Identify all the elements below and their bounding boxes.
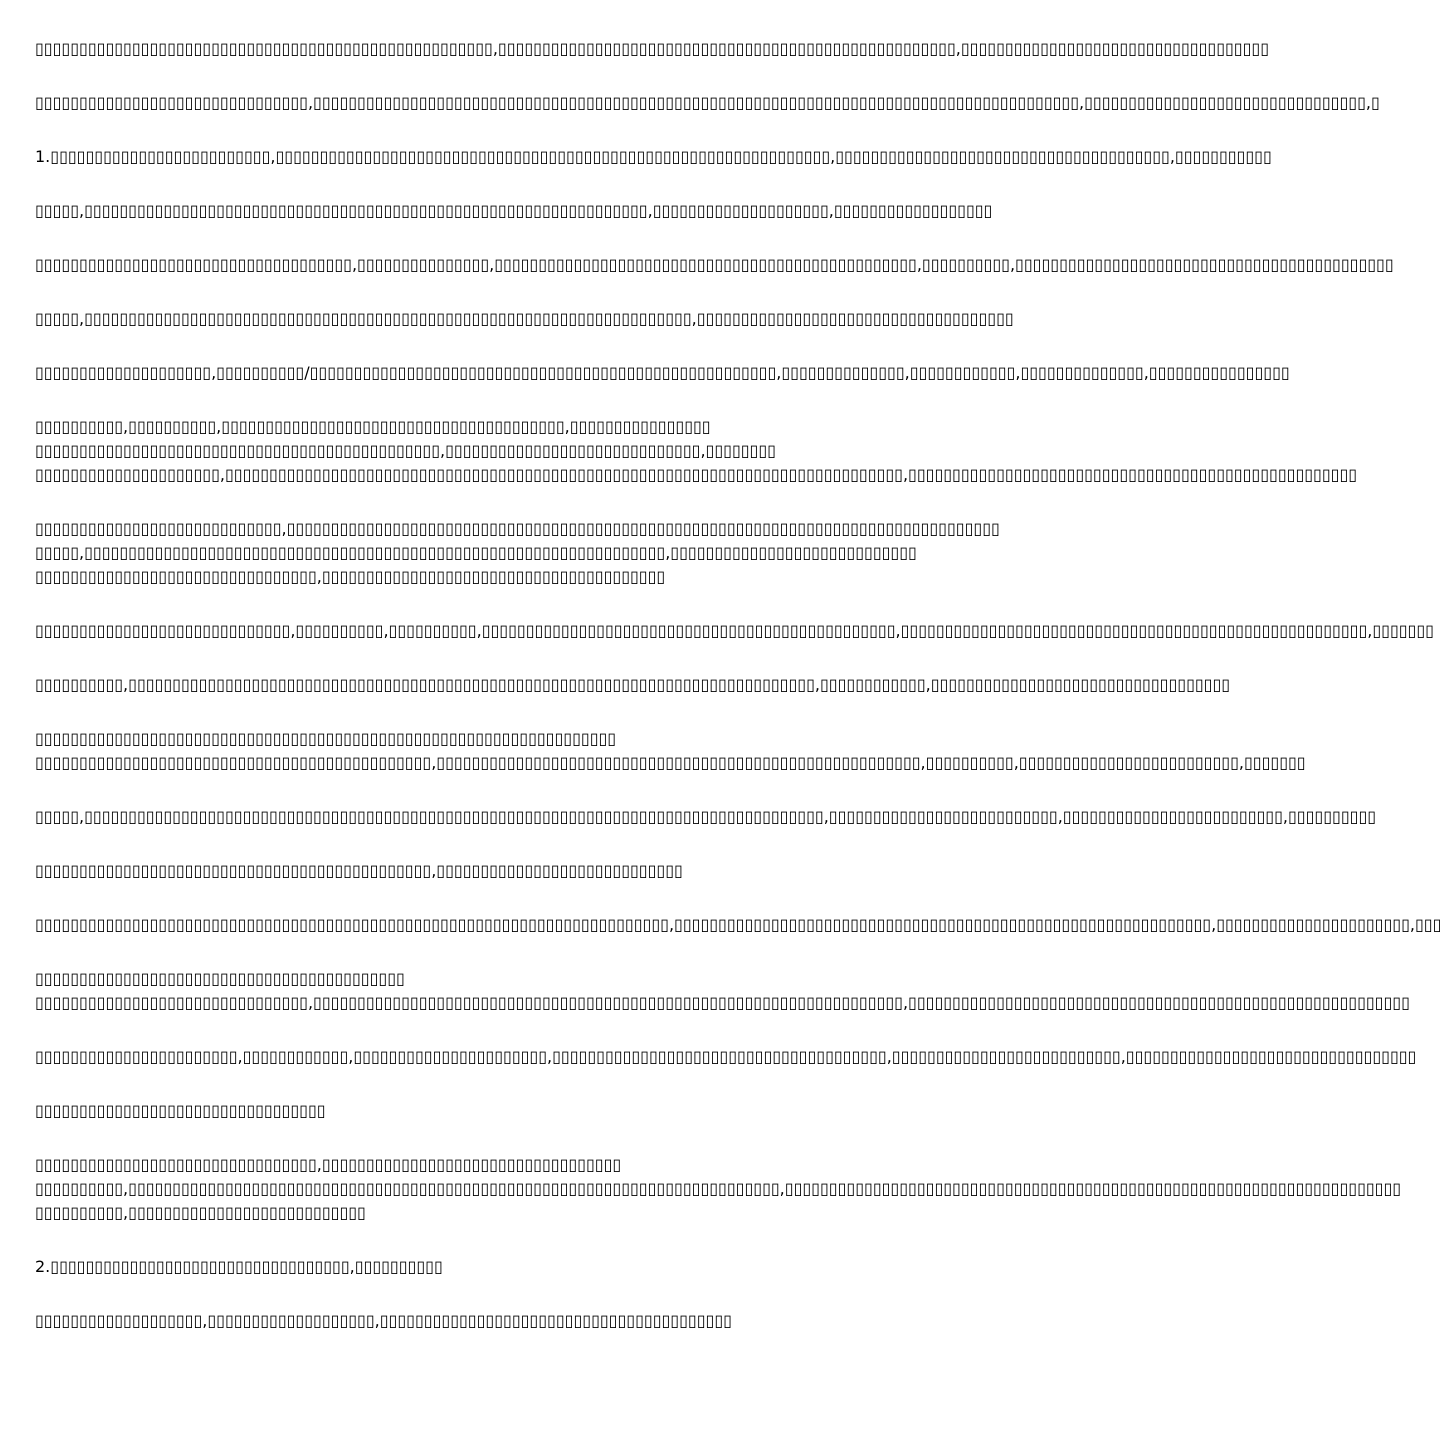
paragraph-gap [35, 697, 990, 727]
paragraph-gap [35, 1069, 990, 1099]
paragraph-gap [35, 829, 990, 859]
text-line: ▯▯▯▯▯▯▯▯▯▯▯▯▯▯▯▯▯▯▯▯▯▯▯▯▯▯▯▯▯▯▯▯▯▯▯▯▯▯▯▯▯▯▯▯▯,▯▯▯▯▯▯▯▯▯▯▯▯▯▯▯▯▯▯▯▯▯▯▯▯▯▯▯▯ [35, 861, 683, 880]
text-line: ▯▯▯▯▯▯▯▯▯▯▯▯▯▯▯▯▯▯▯▯▯▯▯,▯▯▯▯▯▯▯▯▯▯▯▯,▯▯▯▯▯▯▯▯▯▯▯▯▯▯▯▯▯▯▯▯▯▯,▯▯▯▯▯▯▯▯▯▯▯▯▯▯▯▯▯▯▯▯▯▯▯▯▯▯▯▯▯▯▯▯▯▯▯▯▯▯,▯▯▯▯▯▯▯▯▯▯▯▯▯▯▯▯▯▯▯▯▯▯▯▯▯▯,▯▯▯▯▯▯▯▯▯▯▯▯▯▯▯▯▯▯▯▯▯▯▯▯▯▯▯▯▯▯▯▯▯ [35, 1047, 1417, 1066]
text-line: ▯▯▯▯▯,▯▯▯▯▯▯▯▯▯▯▯▯▯▯▯▯▯▯▯▯▯▯▯▯▯▯▯▯▯▯▯▯▯▯▯▯▯▯▯▯▯▯▯▯▯▯▯▯▯▯▯▯▯▯▯▯▯▯▯▯▯▯▯▯,▯▯▯▯▯▯▯▯▯▯▯▯▯▯▯▯▯▯▯▯,▯▯▯▯▯▯▯▯▯▯▯▯▯▯▯▯▯▯ [35, 201, 993, 220]
paragraph [35, 517, 1000, 589]
paragraph [35, 1255, 990, 1279]
paragraph [35, 253, 1394, 277]
paragraph [35, 913, 1441, 937]
text-line: ▯▯▯▯▯▯▯▯▯▯,▯▯▯▯▯▯▯▯▯▯▯▯▯▯▯▯▯▯▯▯▯▯▯▯▯▯▯▯▯▯▯▯▯▯▯▯▯▯▯▯▯▯▯▯▯▯▯▯▯▯▯▯▯▯▯▯▯▯▯▯▯▯▯▯▯▯▯▯▯▯▯▯▯▯▯▯▯▯,▯▯▯▯▯▯▯▯▯▯▯▯,▯▯▯▯▯▯▯▯▯▯▯▯▯▯▯▯▯▯▯▯▯▯▯▯▯▯▯▯▯▯▯▯▯▯ [35, 675, 1231, 694]
text-line: ▯▯▯▯▯,▯▯▯▯▯▯▯▯▯▯▯▯▯▯▯▯▯▯▯▯▯▯▯▯▯▯▯▯▯▯▯▯▯▯▯▯▯▯▯▯▯▯▯▯▯▯▯▯▯▯▯▯▯▯▯▯▯▯▯▯▯▯▯▯▯▯,▯▯▯▯▯▯▯▯▯▯▯▯▯▯▯▯▯▯▯▯▯▯▯▯▯▯▯▯ [35, 543, 917, 562]
paragraph-gap [35, 937, 990, 967]
text-line: 2.▯▯▯▯▯▯▯▯▯▯▯▯▯▯▯▯▯▯▯▯▯▯▯▯▯▯▯▯▯▯▯▯▯▯,▯▯▯▯▯▯▯▯▯▯ [35, 1257, 443, 1276]
text-line: ▯▯▯▯▯▯▯▯▯▯▯▯▯▯▯▯▯▯▯▯▯▯▯▯▯▯▯▯▯▯▯▯▯▯▯▯▯▯▯▯▯▯▯▯▯▯▯▯▯▯▯▯,▯▯▯▯▯▯▯▯▯▯▯▯▯▯▯▯▯▯▯▯▯▯▯▯▯▯▯▯▯▯▯▯▯▯▯▯▯▯▯▯▯▯▯▯▯▯▯▯▯▯▯▯,▯▯▯▯▯▯▯▯▯▯▯▯▯▯▯▯▯▯▯▯▯▯▯▯▯▯▯▯▯▯▯▯▯▯▯ [35, 39, 1270, 58]
paragraph [35, 361, 1290, 385]
text-line: ▯▯▯▯▯▯▯▯▯▯▯▯▯▯▯▯▯▯▯▯,▯▯▯▯▯▯▯▯▯▯/▯▯▯▯▯▯▯▯▯▯▯▯▯▯▯▯▯▯▯▯▯▯▯▯▯▯▯▯▯▯▯▯▯▯▯▯▯▯▯▯▯▯▯▯▯▯▯▯▯▯▯▯▯,▯▯▯▯▯▯▯▯▯▯▯▯▯▯,▯▯▯▯▯▯▯▯▯▯▯▯,▯▯▯▯▯▯▯▯▯▯▯▯▯▯,▯▯▯▯▯▯▯▯▯▯▯▯▯▯▯▯ [35, 363, 1290, 382]
text-line: ▯▯▯▯▯▯▯▯▯▯,▯▯▯▯▯▯▯▯▯▯▯▯▯▯▯▯▯▯▯▯▯▯▯▯▯▯▯ [35, 1203, 366, 1222]
paragraph [35, 1153, 1402, 1225]
paragraph [35, 805, 1377, 829]
paragraph [35, 307, 1014, 331]
paragraph-gap [35, 589, 990, 619]
text-line: ▯▯▯▯▯▯▯▯▯▯▯▯▯▯▯▯▯▯▯▯▯▯▯▯▯▯▯▯,▯▯▯▯▯▯▯▯▯▯▯▯▯▯▯▯▯▯▯▯▯▯▯▯▯▯▯▯▯▯▯▯▯▯▯▯▯▯▯▯▯▯▯▯▯▯▯▯▯▯▯▯▯▯▯▯▯▯▯▯▯▯▯▯▯▯▯▯▯▯▯▯▯▯▯▯▯▯▯▯▯ [35, 519, 1000, 538]
paragraph-gap [35, 277, 990, 307]
paragraph-gap [35, 385, 990, 415]
paragraph-gap [35, 643, 990, 673]
paragraph [35, 1309, 990, 1333]
text-line: ▯▯▯▯▯,▯▯▯▯▯▯▯▯▯▯▯▯▯▯▯▯▯▯▯▯▯▯▯▯▯▯▯▯▯▯▯▯▯▯▯▯▯▯▯▯▯▯▯▯▯▯▯▯▯▯▯▯▯▯▯▯▯▯▯▯▯▯▯▯▯▯▯▯▯▯▯▯▯▯▯▯▯▯▯▯▯▯▯▯,▯▯▯▯▯▯▯▯▯▯▯▯▯▯▯▯▯▯▯▯▯▯▯▯▯▯,▯▯▯▯▯▯▯▯▯▯▯▯▯▯▯▯▯▯▯▯▯▯▯▯▯,▯▯▯▯▯▯▯▯▯▯ [35, 807, 1377, 826]
text-line: ▯▯▯▯▯▯▯▯▯▯▯▯▯▯▯▯▯▯▯▯▯▯▯▯▯▯▯▯▯▯▯,▯▯▯▯▯▯▯▯▯▯▯▯▯▯▯▯▯▯▯▯▯▯▯▯▯▯▯▯▯▯▯▯▯▯▯▯▯▯▯▯▯▯▯▯▯▯▯▯▯▯▯▯▯▯▯▯▯▯▯▯▯▯▯▯▯▯▯,▯▯▯▯▯▯▯▯▯▯▯▯▯▯▯▯▯▯▯▯▯▯▯▯▯▯▯▯▯▯▯▯▯▯▯▯▯▯▯▯▯▯▯▯▯▯▯▯▯▯▯▯▯▯▯▯▯ [35, 993, 1410, 1012]
paragraph-gap [35, 1015, 990, 1045]
paragraph-gap [35, 169, 990, 199]
text-line: ▯▯▯▯▯▯▯▯▯▯▯▯▯▯▯▯▯▯▯▯▯▯▯▯▯▯▯▯▯▯▯▯▯ [35, 1101, 326, 1120]
paragraph [35, 1099, 990, 1123]
text-line: ▯▯▯▯▯▯▯▯▯▯,▯▯▯▯▯▯▯▯▯▯,▯▯▯▯▯▯▯▯▯▯▯▯▯▯▯▯▯▯▯▯▯▯▯▯▯▯▯▯▯▯▯▯▯▯▯▯▯▯▯,▯▯▯▯▯▯▯▯▯▯▯▯▯▯▯▯ [35, 417, 711, 436]
text-line: ▯▯▯▯▯▯▯▯▯▯▯▯▯▯▯▯▯▯▯▯▯▯▯▯▯▯▯▯▯▯▯▯▯▯▯▯▯▯▯▯▯▯▯▯▯,▯▯▯▯▯▯▯▯▯▯▯▯▯▯▯▯▯▯▯▯▯▯▯▯▯▯▯▯▯▯▯▯▯▯▯▯▯▯▯▯▯▯▯▯▯▯▯▯▯▯▯▯▯▯▯,▯▯▯▯▯▯▯▯▯▯,▯▯▯▯▯▯▯▯▯▯▯▯▯▯▯▯▯▯▯▯▯▯▯▯▯,▯▯▯▯▯▯▯ [35, 753, 1306, 772]
text-line: ▯▯▯▯▯▯▯▯▯▯▯▯▯▯▯▯▯▯▯▯▯▯▯▯▯▯▯▯▯▯▯▯▯▯▯▯▯▯▯▯▯▯▯▯▯▯▯▯▯▯▯▯▯▯▯▯▯▯▯▯▯▯▯▯▯▯▯▯▯▯▯▯,▯▯▯▯▯▯▯▯▯▯▯▯▯▯▯▯▯▯▯▯▯▯▯▯▯▯▯▯▯▯▯▯▯▯▯▯▯▯▯▯▯▯▯▯▯▯▯▯▯▯▯▯▯▯▯▯▯▯▯▯▯,▯▯▯▯▯▯▯▯▯▯▯▯▯▯▯▯▯▯▯▯▯▯,▯▯▯ [35, 915, 1441, 934]
text-line: ▯▯▯▯▯,▯▯▯▯▯▯▯▯▯▯▯▯▯▯▯▯▯▯▯▯▯▯▯▯▯▯▯▯▯▯▯▯▯▯▯▯▯▯▯▯▯▯▯▯▯▯▯▯▯▯▯▯▯▯▯▯▯▯▯▯▯▯▯▯▯▯▯▯▯,▯▯▯▯▯▯▯▯▯▯▯▯▯▯▯▯▯▯▯▯▯▯▯▯▯▯▯▯▯▯▯▯▯▯▯▯ [35, 309, 1014, 328]
paragraph [35, 91, 1380, 115]
paragraph-gap [35, 331, 990, 361]
paragraph-gap [35, 775, 990, 805]
document-page [35, 37, 1441, 1427]
paragraph-gap [35, 61, 990, 91]
paragraph [35, 859, 990, 883]
paragraph-gap [35, 883, 990, 913]
text-line: 1.▯▯▯▯▯▯▯▯▯▯▯▯▯▯▯▯▯▯▯▯▯▯▯▯▯,▯▯▯▯▯▯▯▯▯▯▯▯▯▯▯▯▯▯▯▯▯▯▯▯▯▯▯▯▯▯▯▯▯▯▯▯▯▯▯▯▯▯▯▯▯▯▯▯▯▯▯▯▯▯▯▯▯▯▯▯▯▯▯,▯▯▯▯▯▯▯▯▯▯▯▯▯▯▯▯▯▯▯▯▯▯▯▯▯▯▯▯▯▯▯▯▯▯▯▯▯▯,▯▯▯▯▯▯▯▯▯▯▯ [35, 147, 1272, 166]
text-line: ▯▯▯▯▯▯▯▯▯▯▯▯▯▯▯▯▯▯▯▯▯▯▯▯▯▯▯▯▯▯▯▯▯▯▯▯▯▯▯▯▯▯▯▯▯▯▯▯▯▯▯▯▯▯▯▯▯▯▯▯▯▯▯▯▯▯ [35, 729, 617, 748]
paragraph [35, 199, 993, 223]
paragraph-gap [35, 487, 990, 517]
text-line: ▯▯▯▯▯▯▯▯▯▯▯▯▯▯▯▯▯▯▯▯▯▯▯▯▯▯▯▯▯▯▯▯,▯▯▯▯▯▯▯▯▯▯▯▯▯▯▯▯▯▯▯▯▯▯▯▯▯▯▯▯▯▯▯▯▯▯ [35, 1155, 622, 1174]
paragraph [35, 673, 1231, 697]
text-line: ▯▯▯▯▯▯▯▯▯▯▯▯▯▯▯▯▯▯▯▯▯,▯▯▯▯▯▯▯▯▯▯▯▯▯▯▯▯▯▯▯▯▯▯▯▯▯▯▯▯▯▯▯▯▯▯▯▯▯▯▯▯▯▯▯▯▯▯▯▯▯▯▯▯▯▯▯▯▯▯▯▯▯▯▯▯▯▯▯▯▯▯▯▯▯▯▯▯▯,▯▯▯▯▯▯▯▯▯▯▯▯▯▯▯▯▯▯▯▯▯▯▯▯▯▯▯▯▯▯▯▯▯▯▯▯▯▯▯▯▯▯▯▯▯▯▯▯▯▯▯ [35, 465, 1358, 484]
paragraph-gap [35, 1123, 990, 1153]
paragraph-gap [35, 115, 990, 145]
text-line: ▯▯▯▯▯▯▯▯▯▯▯▯▯▯▯▯▯▯▯▯▯▯▯▯▯▯▯▯▯▯▯▯▯▯▯▯,▯▯▯▯▯▯▯▯▯▯▯▯▯▯▯,▯▯▯▯▯▯▯▯▯▯▯▯▯▯▯▯▯▯▯▯▯▯▯▯▯▯▯▯▯▯▯▯▯▯▯▯▯▯▯▯▯▯▯▯▯▯▯▯,▯▯▯▯▯▯▯▯▯▯,▯▯▯▯▯▯▯▯▯▯▯▯▯▯▯▯▯▯▯▯▯▯▯▯▯▯▯▯▯▯▯▯▯▯▯▯▯▯▯▯▯▯▯ [35, 255, 1394, 274]
text-line: ▯▯▯▯▯▯▯▯▯▯,▯▯▯▯▯▯▯▯▯▯▯▯▯▯▯▯▯▯▯▯▯▯▯▯▯▯▯▯▯▯▯▯▯▯▯▯▯▯▯▯▯▯▯▯▯▯▯▯▯▯▯▯▯▯▯▯▯▯▯▯▯▯▯▯▯▯▯▯▯▯▯▯▯▯,▯▯▯▯▯▯▯▯▯▯▯▯▯▯▯▯▯▯▯▯▯▯▯▯▯▯▯▯▯▯▯▯▯▯▯▯▯▯▯▯▯▯▯▯▯▯▯▯▯▯▯▯▯▯▯▯▯▯▯▯▯▯▯▯▯▯▯▯▯▯ [35, 1179, 1402, 1198]
text-line: ▯▯▯▯▯▯▯▯▯▯▯▯▯▯▯▯▯▯▯▯▯▯▯▯▯▯▯▯▯▯▯▯,▯▯▯▯▯▯▯▯▯▯▯▯▯▯▯▯▯▯▯▯▯▯▯▯▯▯▯▯▯▯▯▯▯▯▯▯▯▯▯ [35, 567, 666, 586]
paragraph [35, 145, 1272, 169]
paragraph [35, 967, 1410, 1015]
paragraph [35, 1045, 1417, 1069]
text-line: ▯▯▯▯▯▯▯▯▯▯▯▯▯▯▯▯▯▯▯,▯▯▯▯▯▯▯▯▯▯▯▯▯▯▯▯▯▯▯,▯▯▯▯▯▯▯▯▯▯▯▯▯▯▯▯▯▯▯▯▯▯▯▯▯▯▯▯▯▯▯▯▯▯▯▯▯▯▯▯ [35, 1311, 732, 1330]
text-line: ▯▯▯▯▯▯▯▯▯▯▯▯▯▯▯▯▯▯▯▯▯▯▯▯▯▯▯▯▯▯▯▯▯▯▯▯▯▯▯▯▯▯ [35, 969, 405, 988]
paragraph-gap [35, 1225, 990, 1255]
text-line: ▯▯▯▯▯▯▯▯▯▯▯▯▯▯▯▯▯▯▯▯▯▯▯▯▯▯▯▯▯,▯▯▯▯▯▯▯▯▯▯,▯▯▯▯▯▯▯▯▯▯,▯▯▯▯▯▯▯▯▯▯▯▯▯▯▯▯▯▯▯▯▯▯▯▯▯▯▯▯▯▯▯▯▯▯▯▯▯▯▯▯▯▯▯▯▯▯▯,▯▯▯▯▯▯▯▯▯▯▯▯▯▯▯▯▯▯▯▯▯▯▯▯▯▯▯▯▯▯▯▯▯▯▯▯▯▯▯▯▯▯▯▯▯▯▯▯▯▯▯▯▯,▯▯▯▯▯▯▯ [35, 621, 1434, 640]
paragraph [35, 727, 1306, 775]
paragraph-gap [35, 223, 990, 253]
paragraph-gap [35, 1279, 990, 1309]
text-line: ▯▯▯▯▯▯▯▯▯▯▯▯▯▯▯▯▯▯▯▯▯▯▯▯▯▯▯▯▯▯▯,▯▯▯▯▯▯▯▯▯▯▯▯▯▯▯▯▯▯▯▯▯▯▯▯▯▯▯▯▯▯▯▯▯▯▯▯▯▯▯▯▯▯▯▯▯▯▯▯▯▯▯▯▯▯▯▯▯▯▯▯▯▯▯▯▯▯▯▯▯▯▯▯▯▯▯▯▯▯▯▯▯▯▯▯▯▯▯,▯▯▯▯▯▯▯▯▯▯▯▯▯▯▯▯▯▯▯▯▯▯▯▯▯▯▯▯▯▯▯▯,▯ [35, 93, 1380, 112]
paragraph [35, 619, 1434, 643]
paragraph [35, 37, 1270, 61]
text-line: ▯▯▯▯▯▯▯▯▯▯▯▯▯▯▯▯▯▯▯▯▯▯▯▯▯▯▯▯▯▯▯▯▯▯▯▯▯▯▯▯▯▯▯▯▯▯,▯▯▯▯▯▯▯▯▯▯▯▯▯▯▯▯▯▯▯▯▯▯▯▯▯▯▯▯▯,▯▯▯▯▯▯▯▯ [35, 441, 776, 460]
paragraph [35, 415, 1358, 487]
